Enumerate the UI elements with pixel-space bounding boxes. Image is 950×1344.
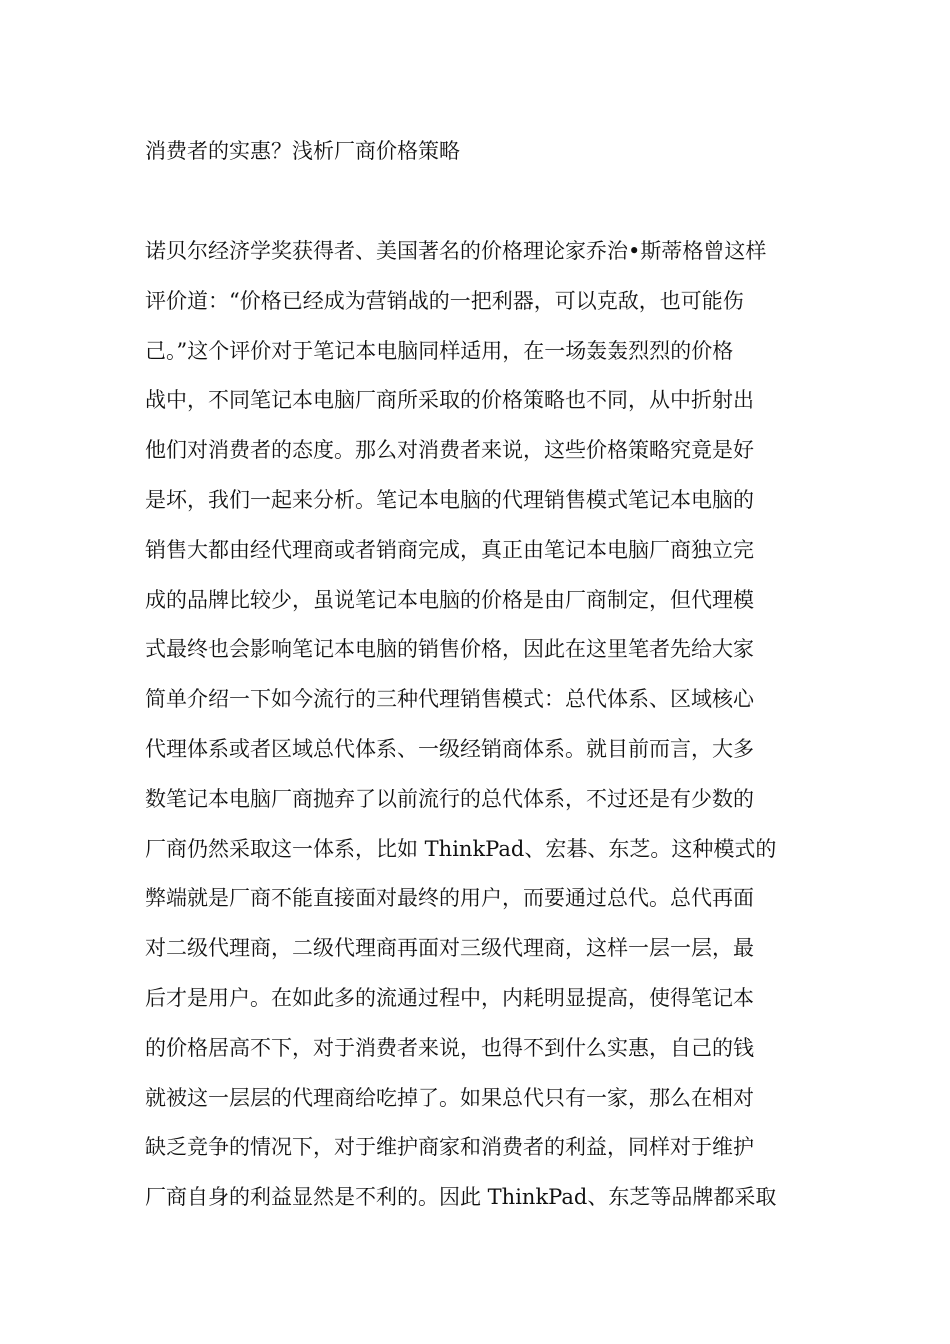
body-line-10: 简单介绍一下如今流行的三种代理销售模式：总代体系、区域核心 xyxy=(145,687,754,712)
body-line-11: 代理体系或者区域总代体系、一级经销商体系。就目前而言，大多 xyxy=(145,736,754,761)
body-line-5: 他们对消费者的态度。那么对消费者来说，这些价格策略究竟是好 xyxy=(145,438,754,463)
body-line-3: 己。”这个评价对于笔记本电脑同样适用，在一场轰轰烈烈的价格 xyxy=(145,338,734,363)
body-line-14: 弊端就是厂商不能直接面对最终的用户，而要通过总代。总代再面 xyxy=(145,886,754,911)
body-line-8: 成的品牌比较少，虽说笔记本电脑的价格是由厂商制定，但代理模 xyxy=(145,587,754,612)
body-line-20: 厂商自身的利益显然是不利的。因此 ThinkPad、东芝等品牌都采取 xyxy=(145,1185,777,1210)
body-line-2: 评价道：“价格已经成为营销战的一把利器，可以克敌，也可能伤 xyxy=(145,288,744,313)
body-line-9: 式最终也会影响笔记本电脑的销售价格，因此在这里笔者先给大家 xyxy=(145,637,754,662)
body-line-15: 对二级代理商，二级代理商再面对三级代理商，这样一层一层，最 xyxy=(145,936,754,961)
body-line-17: 的价格居高不下，对于消费者来说，也得不到什么实惠，自己的钱 xyxy=(145,1035,754,1060)
body-line-12: 数笔记本电脑厂商抛弃了以前流行的总代体系，不过还是有少数的 xyxy=(145,786,754,811)
document-title: 消费者的实惠？浅析厂商价格策略 xyxy=(145,139,460,163)
body-line-19: 缺乏竞争的情况下，对于维护商家和消费者的利益，同样对于维护 xyxy=(145,1135,754,1160)
body-line-7: 销售大都由经代理商或者销商完成，真正由笔记本电脑厂商独立完 xyxy=(145,537,754,562)
body-line-4: 战中，不同笔记本电脑厂商所采取的价格策略也不同，从中折射出 xyxy=(145,388,754,413)
body-line-1: 诺贝尔经济学奖获得者、美国著名的价格理论家乔治•斯蒂格曾这样 xyxy=(145,239,767,263)
body-line-18: 就被这一层层的代理商给吃掉了。如果总代只有一家，那么在相对 xyxy=(145,1085,754,1110)
document-body xyxy=(145,233,810,1229)
body-line-13: 厂商仍然采取这一体系，比如 ThinkPad、宏碁、东芝。这种模式的 xyxy=(145,836,777,861)
body-line-6: 是坏，我们一起来分析。笔记本电脑的代理销售模式笔记本电脑的 xyxy=(145,487,754,512)
body-line-16: 后才是用户。在如此多的流通过程中，内耗明显提高，使得笔记本 xyxy=(145,985,754,1010)
